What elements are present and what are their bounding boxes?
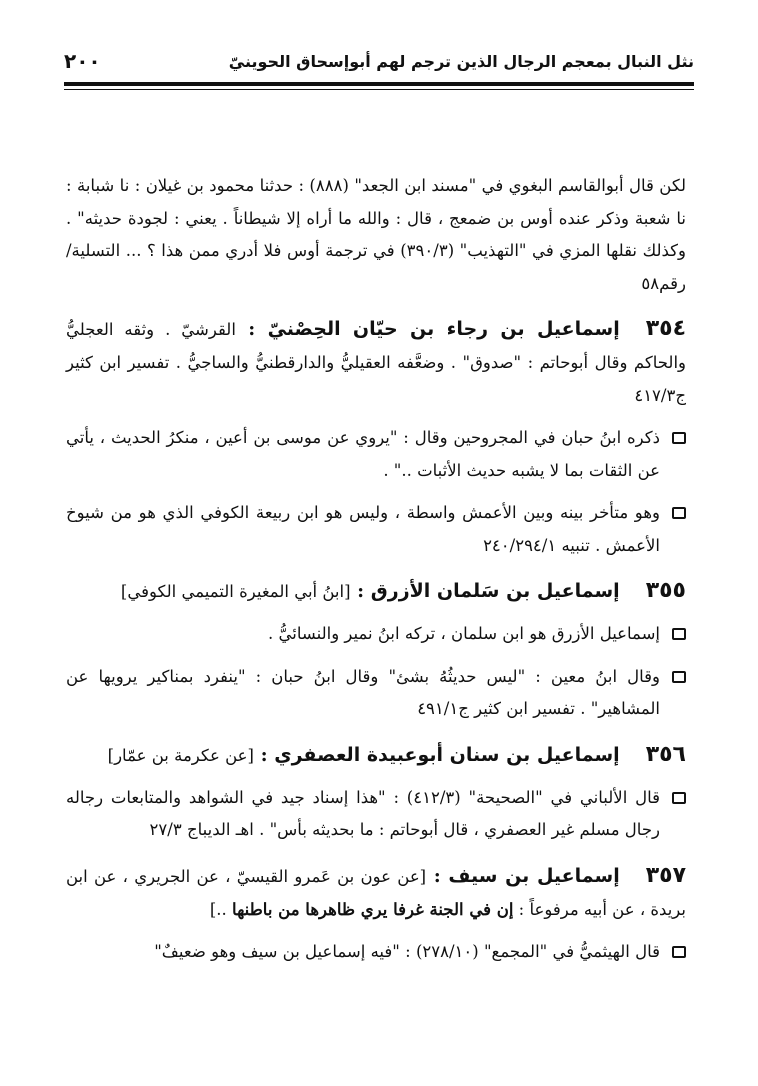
running-title: نثل النبال بمعجم الرجال الذين ترجم لهم أبوإسحاق الحوينيّ <box>228 51 694 71</box>
entry-colon: : <box>426 864 449 887</box>
entry-bullet <box>66 661 686 726</box>
entry-heading <box>66 738 686 772</box>
header-rule-thin <box>64 89 694 90</box>
entry-name: إسماعيل بن سَلمان الأزرق <box>370 580 620 602</box>
page-number: ٢٠٠ <box>64 49 101 73</box>
entry-text: القرشيّ . وثقه العجليُّ والحاكم وقال أبوحاتم : "صدوق" . وضعَّفه العقيليُّ والدارقطنيُّ والساجيُّ . تفسير ابن كثير ج٤١٧/٣ <box>66 320 686 405</box>
entry-number: ٣٥٤ <box>645 316 687 341</box>
entry-bullet <box>66 422 686 487</box>
entry-number: ٣٥٧ <box>645 862 687 888</box>
intro-paragraph <box>66 170 686 300</box>
checkbox-bullet-icon <box>672 792 686 804</box>
checkbox-bullet-icon <box>672 628 686 640</box>
entry-name: إسماعيل بن سنان أبوعبيدة العصفري <box>274 743 620 766</box>
entry-bullet <box>66 782 686 847</box>
entry-colon: : <box>235 318 268 340</box>
entry-356 <box>66 738 686 847</box>
entry-text: [عن عون بن عَمرو القيسيّ ، عن الجريري ، عن ابن بريدة ، عن أبيه مرفوعاً : <box>66 866 686 919</box>
entry-bullet <box>66 936 686 969</box>
checkbox-bullet-icon <box>672 671 686 683</box>
entry-text-end: ..] <box>209 899 227 919</box>
entry-colon: : <box>350 580 371 602</box>
entry-name: إسماعيل بن سيف <box>448 864 620 887</box>
page-header <box>64 44 694 78</box>
entry-354 <box>66 312 686 562</box>
entry-heading <box>66 312 686 412</box>
entry-bullet <box>66 618 686 651</box>
entry-heading <box>66 574 686 608</box>
entry-text-bold: إن في الجنة غرفا يري ظاهرها من باطنها <box>232 899 514 919</box>
entry-357 <box>66 859 686 969</box>
bullet-text: قال الهيثميُّ في "المجمع" (٢٧٨/١٠) : "فيه إسماعيل بن سيف وهو ضعيفٌ" <box>154 941 660 961</box>
entry-number: ٣٥٦ <box>645 741 686 767</box>
bullet-text: وهو متأخر بينه وبين الأعمش واسطة ، وليس هو ابن ربيعة الكوفي الذي هو من شيوخ الأعمش . تنبيه ٢٤٠/٢٩٤/١ <box>66 503 660 555</box>
entry-number: ٣٥٥ <box>645 578 686 603</box>
entry-355 <box>66 574 686 726</box>
entry-text: [ابنُ أبي المغيرة التميمي الكوفي] <box>120 582 351 601</box>
header-rule-thick <box>64 82 694 86</box>
entry-heading <box>66 859 686 926</box>
intro-text: لكن قال أبوالقاسم البغوي في "مسند ابن الجعد" (٨٨٨) : حدثنا محمود بن غيلان : نا شبابة : نا شعبة وذكر عنده أوس بن ضمعج ، قال : والله ما أراه إلا شيطاناً . يعني : لجودة حديثه" . وكذلك نقلها المزي في "التهذيب" (٣٩٠/٣) في ترجمة أوس فلا أدري ممن هذا ؟ ... التسلية/رقم٥٨ <box>66 176 686 293</box>
entry-bullet <box>66 497 686 562</box>
entry-name: إسماعيل بن رجاء بن حيّان الحِصْنيّ <box>267 318 620 340</box>
bullet-text: إسماعيل الأزرق هو ابن سلمان ، تركه ابنُ نمير والنسائيُّ . <box>268 624 660 643</box>
checkbox-bullet-icon <box>672 946 686 958</box>
entry-colon: : <box>253 743 275 766</box>
entry-text: [عن عكرمة بن عمّار] <box>107 745 254 765</box>
checkbox-bullet-icon <box>672 507 686 519</box>
checkbox-bullet-icon <box>672 432 686 444</box>
page-content <box>66 170 686 968</box>
bullet-text: قال الألباني في "الصحيحة" (٤١٢/٣) : "هذا إسناد جيد في الشواهد والمتابعات رجاله رجال مسلم غير العصفري ، قال أبوحاتم : ما بحديثه بأس" . اهـ الديباج ٢٧/٣ <box>66 787 661 839</box>
bullet-text: وقال ابنُ معين : "ليس حديثُهُ بشئ" وقال ابنُ حبان : "ينفرد بمناكير يرويها عن المشاهير" . تفسير ابن كثير ج٤٩١/١ <box>66 666 660 718</box>
bullet-text: ذكره ابنُ حبان في المجروحين وقال : "يروي عن موسى بن أعين ، منكرُ الحديث ، يأتي عن الثقات بما لا يشبه حديث الأثبات .." . <box>66 428 660 480</box>
